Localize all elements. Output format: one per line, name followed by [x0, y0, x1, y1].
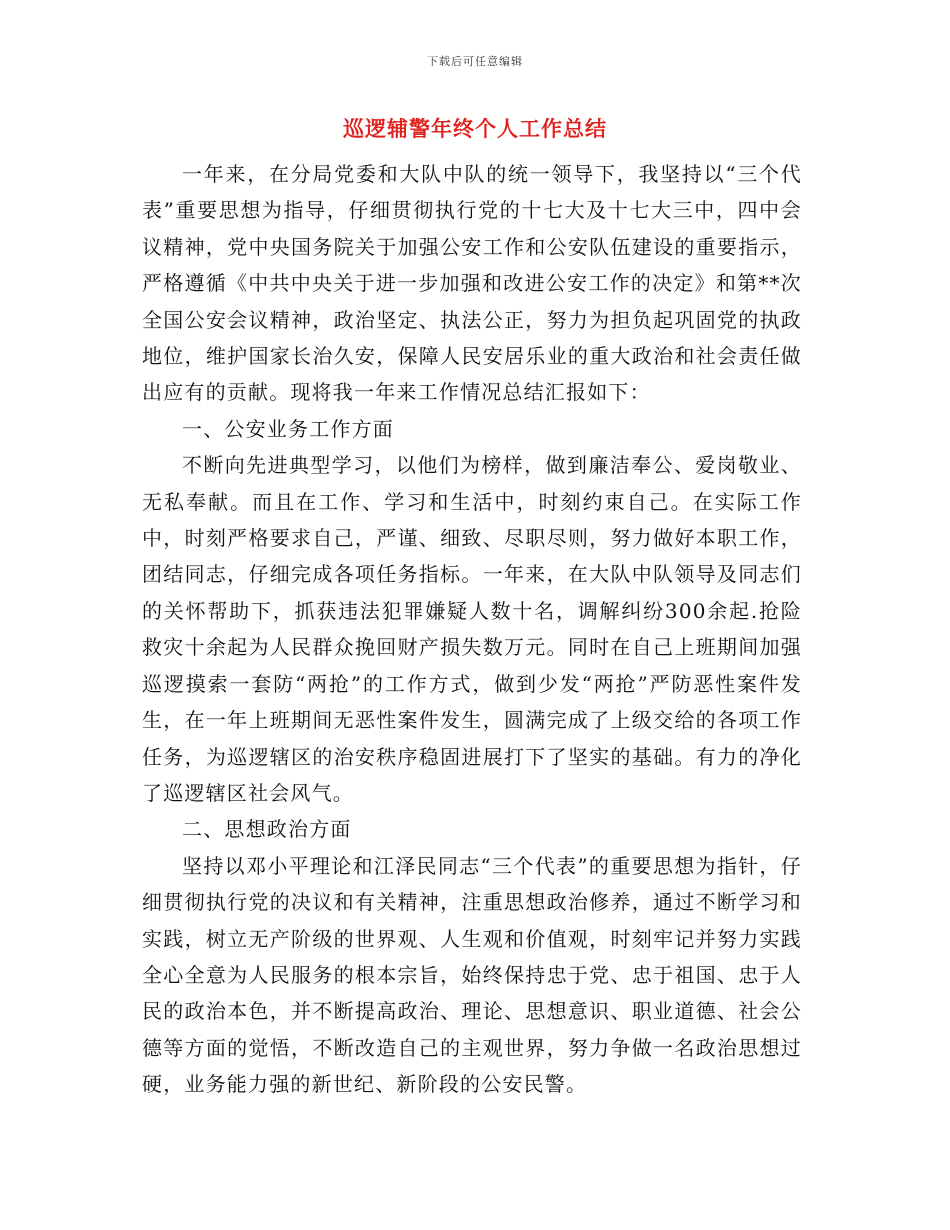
document-title: 巡逻辅警年终个人工作总结 [343, 116, 607, 141]
document-body [142, 156, 802, 1103]
paragraph-business: 不断向先进典型学习，以他们为榜样，做到廉洁奉公、爱岗敬业、无私奉献。而且在工作、学习和生活中，时刻约束自己。在实际工作中，时刻严格要求自己，严谨、细致、尽职尽则，努力做好本职工作，团结同志，仔细完成各项任务指标。一年来，在大队中队领导及同志们的关怀帮助下，抓获违法犯罪嫌疑人数十名，调解纠纷300余起.抢险救灾十余起为人民群众挽回财产损失数万元。同时在自己上班期间加强巡逻摸索一套防“两抢”的工作方式，做到少发“两抢”严防恶性案件发生，在一年上班期间无恶性案件发生，圆满完成了上级交给的各项工作任务，为巡逻辖区的治安秩序稳固进展打下了坚实的基础。有力的净化了巡逻辖区社会风气。 [142, 453, 802, 805]
paragraph-intro: 一年来，在分局党委和大队中队的统一领导下，我坚持以“三个代表”重要思想为指导，仔细贯彻执行党的十七大及十七大三中，四中会议精神，党中央国务院关于加强公安工作和公安队伍建设的重要指示，严格遵循《中共中央关于进一步加强和改进公安工作的决定》和第**次全国公安会议精神，政治坚定、执法公正，努力为担负起巩固党的执政地位，维护国家长治久安，保障人民安居乐业的重大政治和社会责任做出应有的贡献。现将我一年来工作情况总结汇报如下： [142, 162, 802, 405]
section-heading-business: 一、公安业务工作方面 [182, 416, 394, 441]
header-note: 下载后可任意编辑 [427, 55, 523, 68]
section-heading-political: 二、思想政治方面 [182, 817, 352, 842]
paragraph-political: 坚持以邓小平理论和江泽民同志“三个代表”的重要思想为指针，仔细贯彻执行党的决议和有关精神，注重思想政治修养，通过不断学习和实践，树立无产阶级的世界观、人生观和价值观，时刻牢记并努力实践全心全意为人民服务的根本宗旨，始终保持忠于党、忠于祖国、忠于人民的政治本色，并不断提高政治、理论、思想意识、职业道德、社会公德等方面的觉悟，不断改造自己的主观世界，努力争做一名政治思想过硬，业务能力强的新世纪、新阶段的公安民警。 [142, 853, 802, 1097]
